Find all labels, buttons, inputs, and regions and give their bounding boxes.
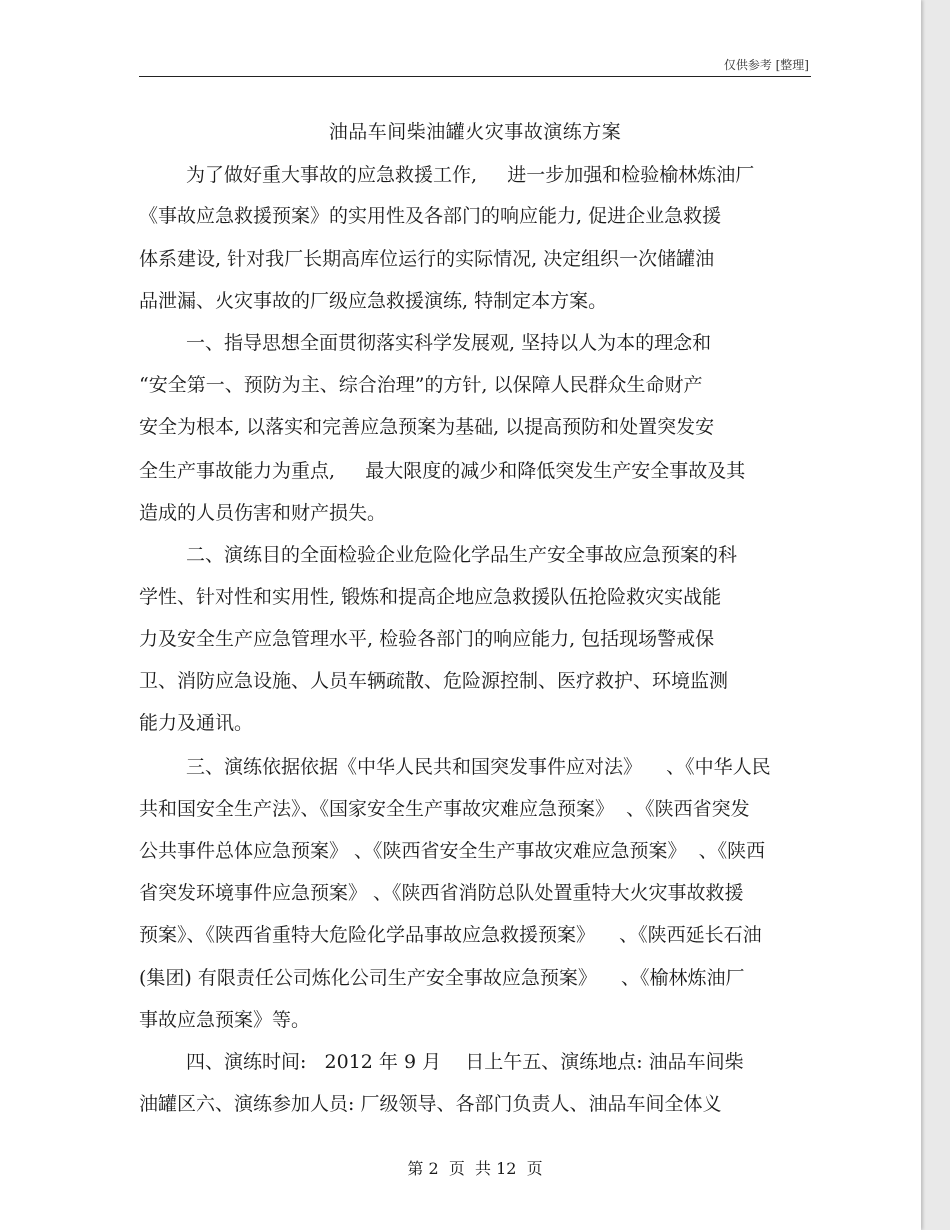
body-line: 为了做好重大事故的应急救援工作, 进一步加强和检验榆林炼油厂: [186, 164, 755, 186]
body-line: 学性、针对性和实用性, 锻炼和提高企地应急救援队伍抢险救灾实战能: [139, 586, 722, 608]
body-line: (集团) 有限责任公司炼化公司生产安全事故应急预案》 、《榆林炼油厂: [139, 967, 745, 989]
document-title: 油品车间柴油罐火灾事故演练方案: [328, 121, 622, 143]
body-line: 事故应急预案》等。: [139, 1009, 311, 1031]
body-line: 力及安全生产应急管理水平, 检验各部门的响应能力, 包括现场警戒保: [139, 628, 715, 650]
body-line: 三、演练依据依据《中华人民共和国突发事件应对法》 、《中华人民: [186, 756, 771, 778]
page-number: 第 2 页 共 12 页: [407, 1159, 543, 1178]
body-line: 二、演练目的全面检验企业危险化学品生产安全事故应急预案的科: [186, 544, 738, 566]
body-line: 全生产事故能力为重点, 最大限度的减少和降低突发生产安全事故及其: [139, 460, 746, 482]
body-line: 省突发环境事件应急预案》 、《陕西省消防总队处置重特大火灾事故救援: [139, 882, 744, 904]
body-line: 《事故应急救援预案》的实用性及各部门的响应能力, 促进企业急救援: [139, 205, 722, 227]
header-note: 仅供参考 [整理]: [723, 58, 809, 72]
body-line: 体系建设, 针对我厂长期高库位运行的实际情况, 决定组织一次储罐油: [139, 248, 715, 270]
body-line: “安全第一、预防为主、综合治理”的方针, 以保障人民群众生命财产: [139, 374, 703, 396]
body-line: 安全为根本, 以落实和完善应急预案为基础, 以提高预防和处置突发安: [139, 416, 715, 438]
body-line: 品泄漏、火灾事故的厂级应急救援演练, 特制定本方案。: [139, 290, 608, 312]
body-line: 卫、消防应急设施、人员车辆疏散、危险源控制、医疗救护、环境监测: [139, 670, 729, 692]
body-line: 一、指导思想全面贯彻落实科学发展观, 坚持以人为本的理念和: [186, 332, 712, 354]
body-line: 能力及通讯。: [139, 712, 254, 734]
body-line: 四、演练时间: 2012 年 9 月 日上午五、演练地点: 油品车间柴: [186, 1051, 744, 1073]
body-line: 造成的人员伤害和财产损失。: [139, 502, 387, 524]
body-line: 公共事件总体应急预案》 、《陕西省安全生产事故灾难应急预案》 、《陕西: [139, 840, 766, 862]
body-line: 预案》、《陕西省重特大危险化学品事故应急救援预案》 、《陕西延长石油: [139, 924, 762, 946]
body-line: 油罐区六、演练参加人员: 厂级领导、各部门负责人、油品车间全体义: [139, 1093, 722, 1115]
header-rule: [139, 76, 811, 77]
body-line: 共和国安全生产法》、《国家安全生产事故灾难应急预案》 、《陕西省突发: [139, 798, 750, 820]
